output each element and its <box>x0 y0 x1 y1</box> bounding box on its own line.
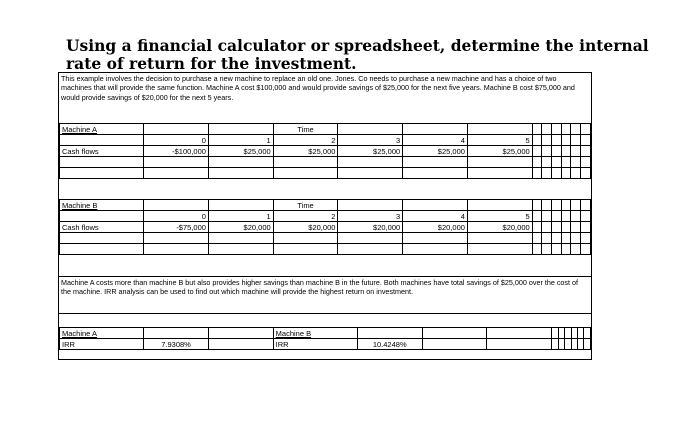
cash-flow-cell[interactable]: $25,000 <box>403 146 468 157</box>
period-cell[interactable]: 3 <box>338 211 403 222</box>
period-cell[interactable]: 5 <box>467 135 532 146</box>
cash-flow-cell[interactable]: $20,000 <box>338 222 403 233</box>
irr-a-label[interactable]: IRR <box>60 339 144 350</box>
machine-b-label[interactable]: Machine B <box>60 200 144 211</box>
period-cell[interactable]: 2 <box>273 135 338 146</box>
machine-a-time-label[interactable]: Time <box>273 124 338 135</box>
period-cell[interactable]: 1 <box>208 211 273 222</box>
irr-b-value[interactable]: 10.4248% <box>357 339 422 350</box>
cash-flow-cell[interactable]: $20,000 <box>403 222 468 233</box>
cash-flow-cell[interactable]: $25,000 <box>338 146 403 157</box>
period-cell[interactable]: 2 <box>273 211 338 222</box>
spreadsheet <box>58 72 592 360</box>
cash-flow-cell[interactable]: $25,000 <box>273 146 338 157</box>
divider <box>59 313 591 314</box>
period-cell[interactable]: 1 <box>208 135 273 146</box>
cash-flow-cell[interactable]: $20,000 <box>467 222 532 233</box>
period-cell[interactable]: 4 <box>403 211 468 222</box>
page-title: Using a financial calculator or spreadsheet, determine the internal rate of return for the investment. <box>66 36 649 73</box>
intro-text: This example involves the decision to purchase a new machine to replace an old one. Jones. Co needs to purchase a new machine and has a choice of two machines that will provide the same function. Machine A cost $100,000 and would provide savings of $25,000 for the next five years. Machine B cost $75,000 and would provide savings of $20,000 for the next 5 years. <box>61 74 575 102</box>
period-cell[interactable]: 0 <box>144 211 209 222</box>
cash-flows-label[interactable]: Cash flows <box>60 146 144 157</box>
cash-flow-cell[interactable]: $25,000 <box>208 146 273 157</box>
irr-a-value[interactable]: 7.9308% <box>144 339 209 350</box>
cash-flow-cell[interactable]: $25,000 <box>467 146 532 157</box>
irr-b-label[interactable]: IRR <box>273 339 357 350</box>
irr-table <box>59 327 591 350</box>
machine-a-label[interactable]: Machine A <box>60 124 144 135</box>
cash-flow-cell[interactable]: -$75,000 <box>144 222 209 233</box>
machine-a-table <box>59 123 591 179</box>
divider <box>59 276 591 277</box>
cash-flow-cell[interactable]: -$100,000 <box>144 146 209 157</box>
machine-b-time-label[interactable]: Time <box>273 200 338 211</box>
irr-machine-b-label[interactable]: Machine B <box>273 328 357 339</box>
cash-flow-cell[interactable]: $20,000 <box>273 222 338 233</box>
period-cell[interactable]: 4 <box>403 135 468 146</box>
note-text: Machine A costs more than machine B but also provides higher savings than machine B in the future. Both machines have total savings of $25,000 over the cost of the machine. IRR analysis can be used to find out which machine will provide the highest return on investment. <box>61 278 579 297</box>
cash-flow-cell[interactable]: $20,000 <box>208 222 273 233</box>
period-cell[interactable]: 5 <box>467 211 532 222</box>
period-cell[interactable]: 0 <box>144 135 209 146</box>
machine-b-table <box>59 199 591 255</box>
period-cell[interactable]: 3 <box>338 135 403 146</box>
cash-flows-label[interactable]: Cash flows <box>60 222 144 233</box>
irr-machine-a-label[interactable]: Machine A <box>60 328 144 339</box>
